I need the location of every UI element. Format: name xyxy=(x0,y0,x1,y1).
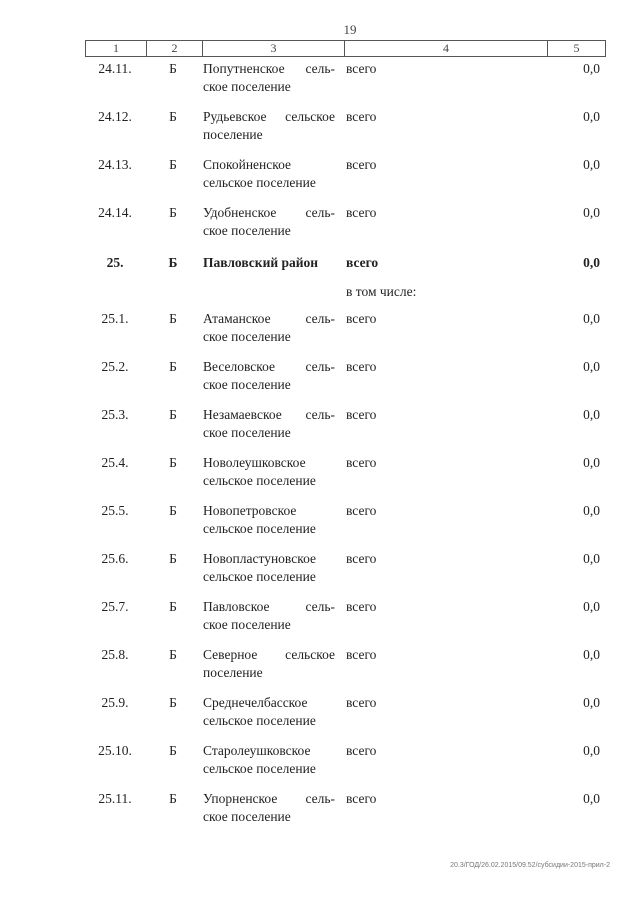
row-kind: всего xyxy=(346,311,377,326)
row-number: 25.11. xyxy=(98,791,132,806)
row-type: Б xyxy=(169,157,177,172)
row-type: Б xyxy=(169,311,177,326)
row-name-line: сельское поселение xyxy=(203,569,316,584)
row-type: Б xyxy=(169,455,177,470)
row-type: Б xyxy=(169,407,177,422)
row-kind: всего xyxy=(346,647,377,662)
row-kind: всего xyxy=(346,61,377,76)
row-value: 0,0 xyxy=(583,311,600,326)
row-name-line: ское поселение xyxy=(203,617,291,632)
row-number: 25.1. xyxy=(101,311,129,326)
row-number: 25.6. xyxy=(101,551,129,566)
row-type: Б xyxy=(169,503,177,518)
row-name xyxy=(203,502,335,538)
row-name-line: Павловский район xyxy=(203,255,319,270)
row-value: 0,0 xyxy=(583,743,600,758)
row-name xyxy=(203,550,335,586)
row-name-line: Павловское сель- xyxy=(203,599,335,614)
row-number: 25.4. xyxy=(101,455,129,470)
row-value: 0,0 xyxy=(583,109,600,124)
row-kind: в том числе: xyxy=(346,284,417,299)
row-name-line: Спокойненское xyxy=(203,157,292,172)
row-name xyxy=(203,454,335,490)
row-type: Б xyxy=(169,647,177,662)
row-name xyxy=(203,204,335,240)
row-name xyxy=(203,694,335,730)
row-name-line: поселение xyxy=(203,127,263,142)
row-type: Б xyxy=(169,599,177,614)
row-name-line: ское поселение xyxy=(203,223,291,238)
row-name xyxy=(203,598,335,634)
row-kind: всего xyxy=(346,743,377,758)
row-type: Б xyxy=(169,61,177,76)
document-footer: 20.3/ГОД/26.02.2015/09.52/субсидии-2015-прил-2 xyxy=(450,862,610,869)
row-name-line: Старолеушковское xyxy=(203,743,311,758)
row-name-line: Новопластуновское xyxy=(203,551,316,566)
row-value: 0,0 xyxy=(583,695,600,710)
column-header-1: 1 xyxy=(86,41,147,56)
row-name-line: сельское поселение xyxy=(203,521,316,536)
row-name-line: Новопетровское xyxy=(203,503,297,518)
table-column-header xyxy=(85,40,606,57)
row-type: Б xyxy=(169,551,177,566)
row-value: 0,0 xyxy=(583,61,600,76)
column-header-2: 2 xyxy=(147,41,203,56)
page-number: 19 xyxy=(343,22,357,37)
row-name-line: сельское поселение xyxy=(203,473,316,488)
row-name xyxy=(203,790,335,826)
row-name-line: Северное сельское xyxy=(203,647,335,662)
row-name-line: поселение xyxy=(203,665,263,680)
row-number: 24.14. xyxy=(98,205,132,220)
row-number: 25.2. xyxy=(101,359,129,374)
row-kind: всего xyxy=(346,205,377,220)
row-name-line: ское поселение xyxy=(203,425,291,440)
row-name xyxy=(203,60,335,96)
row-kind: всего xyxy=(346,791,377,806)
row-value: 0,0 xyxy=(583,455,600,470)
row-kind: всего xyxy=(346,695,377,710)
row-value: 0,0 xyxy=(583,551,600,566)
row-kind: всего xyxy=(346,455,377,470)
row-name-line: ское поселение xyxy=(203,79,291,94)
row-name xyxy=(203,358,335,394)
row-value: 0,0 xyxy=(583,791,600,806)
row-name-line: Упорненское сель- xyxy=(203,791,335,806)
row-value: 0,0 xyxy=(583,255,600,270)
row-name xyxy=(203,156,335,192)
row-number: 25. xyxy=(106,255,124,270)
row-number: 25.10. xyxy=(98,743,132,758)
row-number: 25.7. xyxy=(101,599,129,614)
row-value: 0,0 xyxy=(583,205,600,220)
column-header-4: 4 xyxy=(345,41,548,56)
column-header-3: 3 xyxy=(203,41,345,56)
row-kind: всего xyxy=(346,503,377,518)
row-name-line: Рудьевское сельское xyxy=(203,109,335,124)
row-value: 0,0 xyxy=(583,599,600,614)
row-name-line: сельское поселение xyxy=(203,761,316,776)
row-value: 0,0 xyxy=(583,407,600,422)
row-name-line: ское поселение xyxy=(203,809,291,824)
row-number: 25.3. xyxy=(101,407,129,422)
row-name-line: Новолеушковское xyxy=(203,455,306,470)
row-name-line: Веселовское сель- xyxy=(203,359,335,374)
row-name xyxy=(203,310,335,346)
row-value: 0,0 xyxy=(583,503,600,518)
row-value: 0,0 xyxy=(583,647,600,662)
column-header-5: 5 xyxy=(573,41,580,55)
row-name-line: сельское поселение xyxy=(203,713,316,728)
row-name-line: Среднечелбасское xyxy=(203,695,308,710)
row-name xyxy=(203,108,335,144)
row-number: 25.8. xyxy=(101,647,129,662)
row-kind: всего xyxy=(346,359,377,374)
row-number: 24.11. xyxy=(98,61,132,76)
row-name-line: сельское поселение xyxy=(203,175,316,190)
row-type: Б xyxy=(168,255,178,270)
row-type: Б xyxy=(169,359,177,374)
row-type: Б xyxy=(169,695,177,710)
row-name xyxy=(203,406,335,442)
row-type: Б xyxy=(169,109,177,124)
row-value: 0,0 xyxy=(583,157,600,172)
row-name xyxy=(203,742,335,778)
row-number: 24.13. xyxy=(98,157,132,172)
row-type: Б xyxy=(169,205,177,220)
row-name-line: Атаманское сель- xyxy=(203,311,335,326)
row-value: 0,0 xyxy=(583,359,600,374)
row-number: 25.5. xyxy=(101,503,129,518)
row-name xyxy=(203,254,335,272)
row-name xyxy=(203,646,335,682)
row-kind: всего xyxy=(346,599,377,614)
row-kind: всего xyxy=(346,551,377,566)
row-kind: всего xyxy=(346,109,377,124)
row-kind: всего xyxy=(346,255,379,270)
row-name-line: ское поселение xyxy=(203,329,291,344)
row-kind: всего xyxy=(346,407,377,422)
row-name-line: ское поселение xyxy=(203,377,291,392)
row-number: 24.12. xyxy=(98,109,132,124)
row-name-line: Незамаевское сель- xyxy=(203,407,335,422)
row-type: Б xyxy=(169,791,177,806)
row-name-line: Удобненское сель- xyxy=(203,205,335,220)
row-kind: всего xyxy=(346,157,377,172)
row-number: 25.9. xyxy=(101,695,129,710)
row-name-line: Попутненское сель- xyxy=(203,61,335,76)
row-type: Б xyxy=(169,743,177,758)
